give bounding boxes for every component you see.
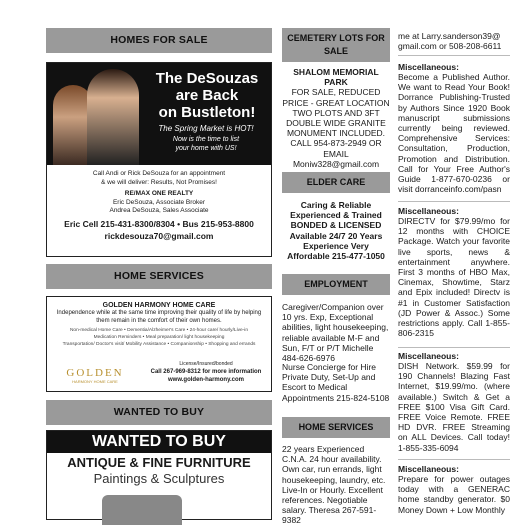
column-2 — [282, 0, 390, 526]
golden-desc-1: Independence while at the same time improving their quality of life by helping — [56, 310, 262, 316]
divider-3 — [398, 347, 510, 348]
elder-care-listing: Caring & Reliable Experienced & Trained BONDED & LICENSED Available 24/7 20 Years Experience Very Affordable 215-477-1050 — [287, 200, 385, 262]
golden-phone: Call 267-969-8312 for more information — [150, 369, 262, 375]
divider-2 — [398, 201, 510, 202]
golden-desc-2: them remain in the comfort of their own homes. — [96, 317, 222, 324]
desouza-call-line: Call Andi or Rick DeSouza for an appointment — [92, 170, 226, 177]
wanted-to-buy-header: WANTED TO BUY — [46, 400, 272, 425]
misc-listing-author: Miscellaneous: Become a Published Author. We want to Read Your Book! Dorrance Publishing-Trusted by Authors Since 1920 Book manuscript submissions currently being reviewed. Comprehensive Services: Consultation, Production, Promotion and Distribution. Call for Your Free Author's Guide 1-877-670-0236 or visit dorranceinfo.com/pasn — [398, 62, 510, 195]
golden-services-2: Medication Reminders • Meal preparation/ light housekeeping — [93, 335, 225, 340]
golden-website: www.golden-harmony.com — [167, 377, 244, 383]
employment-listing-caregiver: Caregiver/Companion over 10 yrs. Exp, Exceptional abilities, light housekeeping, reliable available M-F and Sun, F/T or P/T Michelle 484-626-6976 — [282, 302, 389, 364]
golden-contact: License/Insured/bonded Call 267-969-8312 for more information www.golden-harmony.com — [143, 361, 269, 384]
golden-services-3: Transportation/ Doctor's visit/ Mobility Assistance • Companionship • Shopping and errands — [62, 342, 256, 347]
desouza-headline: The DeSouzas are Back on Bustleton! — [155, 70, 259, 121]
employment-header: EMPLOYMENT — [282, 274, 390, 295]
classified-continued: me at Larry.sanderson39@ gmail.com or 508-208-6611 — [398, 31, 502, 52]
desouza-tagline: The Spring Market is HOT! Now is the time to list your home with US! — [158, 124, 254, 152]
wanted-to-buy-ad — [46, 430, 272, 520]
cemetery-body: FOR SALE, REDUCED PRICE - GREAT LOCATION TWO PLOTS AND 3FT DOUBLE WIDE GRANITE MONUMENT INCLUDED. CALL 954-873-2949 OR EMAIL — [282, 87, 390, 159]
home-services-listing: 22 years Experienced C.N.A. 24 hour availability. Own car, run errands, light housekeeping, laundry, etc. Live-In or Hourly. Excellent references. Negotiable salary. Theresa 267-591-9382 — [282, 444, 386, 526]
antique-furniture-line: ANTIQUE & FINE FURNITURE — [67, 455, 251, 470]
desouza-contact — [47, 170, 271, 242]
golden-harmony-title: GOLDEN HARMONY HOME CARE — [102, 302, 216, 309]
cemetery-listing — [282, 67, 390, 169]
realtor-photo — [47, 63, 271, 165]
chair-image — [102, 495, 182, 525]
realtor-man-image — [87, 69, 139, 165]
realty-name: RE/MAX ONE REALTY — [124, 190, 194, 197]
associate-broker: Eric DeSouza, Associate Broker — [112, 198, 206, 206]
desouza-email: rickdesouza70@gmail.com — [104, 230, 214, 241]
paintings-line: Paintings & Sculptures — [93, 471, 225, 486]
golden-harmony-ad — [46, 296, 272, 392]
golden-services-1: Non-medical Home Care • Dementia/Alzheimer's Care • 24-hour care/ hourly/Live-in — [69, 328, 249, 333]
cemetery-name: SHALOM MEMORIAL PARK — [293, 67, 379, 88]
desouza-realty-ad — [46, 62, 272, 257]
sales-associate: Andrea DeSouza, Sales Associate — [109, 207, 209, 214]
column-1 — [46, 0, 272, 512]
home-services-header-2: HOME SERVICES — [282, 417, 390, 438]
misc-listing-directv: Miscellaneous: DIRECTV for $79.99/mo for 12 months with CHOICE Package. Watch your favorite live sports, news & entertainment anywhere. First 3 months of HBO Max, Cinemax, Showtime, Starz and Epix included! Directv is #1 in Customer Satisfaction (JD Power & Assoc.) Some restrictions apply. Call 1-855-806-2315 — [398, 206, 510, 339]
desouza-phone: Eric Cell 215-431-8300/8304 • Bus 215-953-8800 — [64, 218, 254, 229]
employment-listing-nurse: Nurse Concierge for Hire Private Duty, Set-Up and Escort to Medical Appointments 215-824-5108 — [282, 362, 390, 403]
homes-for-sale-header: HOMES FOR SALE — [46, 28, 272, 53]
elder-care-header: ELDER CARE — [282, 172, 390, 193]
misc-listing-generac: Miscellaneous: Prepare for power outages today with a GENERAC home standby generator. $0 Money Down + Low Monthly — [398, 464, 510, 515]
home-services-header: HOME SERVICES — [46, 264, 272, 289]
cemetery-lots-header: CEMETERY LOTS FOR SALE — [282, 28, 390, 62]
divider-4 — [398, 459, 510, 460]
misc-listing-dish: Miscellaneous: DISH Network. $59.99 for 190 Channels! Blazing Fast Internet, $19.99/mo. (where available.) Switch & Get a FREE $100 Visa Gift Card. FREE Voice Remote. FREE HD DVR. FREE Streaming on ALL Devices. Call today! 1-855-335-6094 — [398, 351, 510, 453]
divider-1 — [398, 55, 510, 56]
column-3 — [398, 0, 510, 515]
cemetery-email: Moniw328@gmail.com — [292, 158, 380, 169]
wanted-banner: WANTED TO BUY — [47, 431, 271, 453]
golden-harmony-logo: GOLDEN HARMONY HOME CARE — [66, 367, 124, 384]
desouza-promise-line: & we will deliver: Results, Not Promises! — [101, 178, 217, 186]
